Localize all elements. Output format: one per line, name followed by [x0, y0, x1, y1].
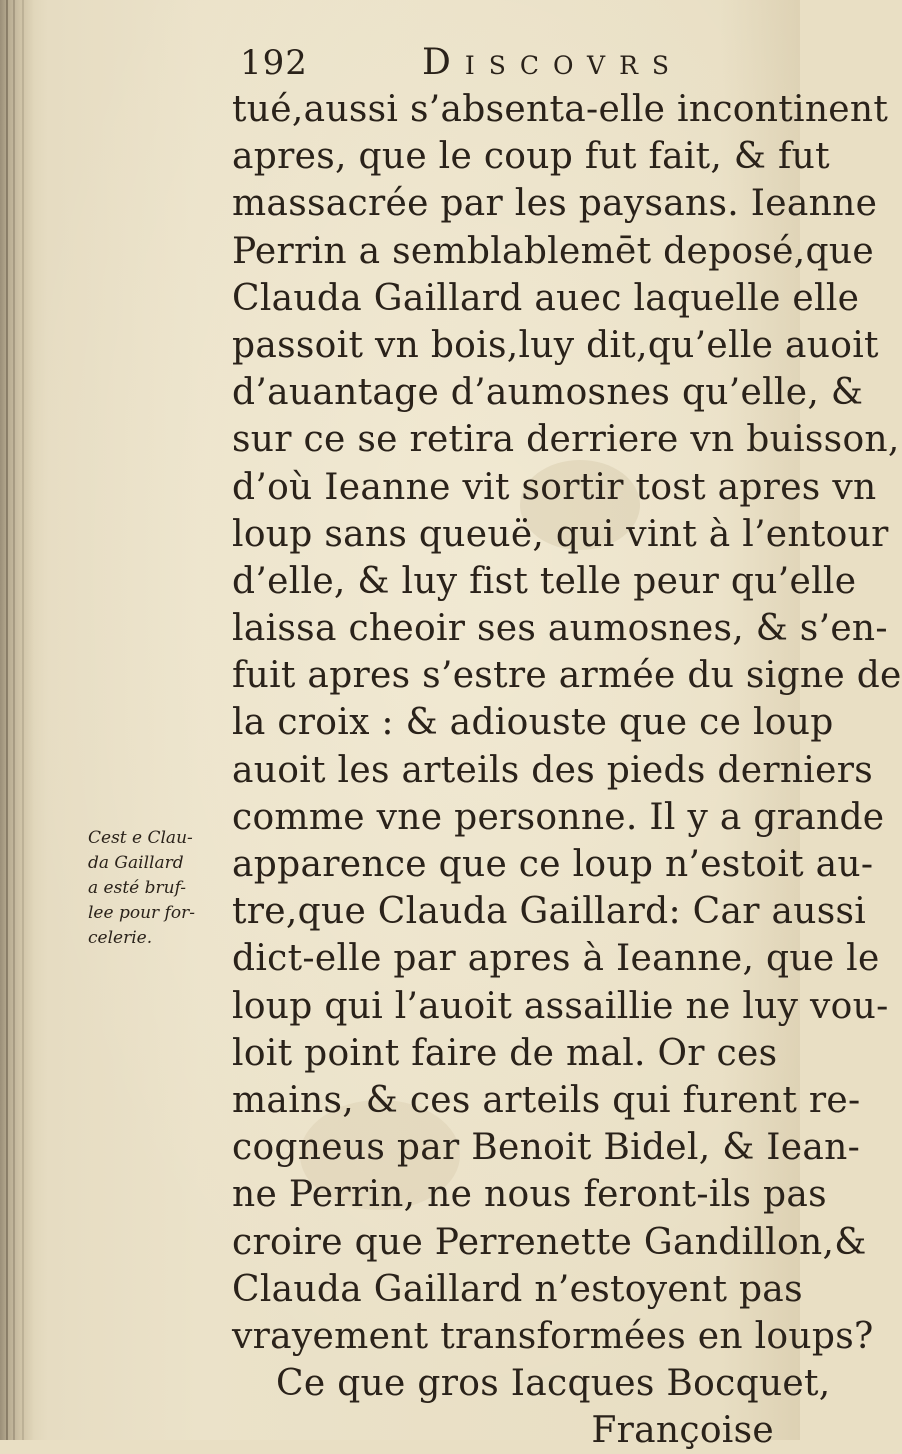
- text-line: apparence que ce loup n’estoit au-: [232, 844, 874, 885]
- text-line: loit point faire de mal. Or ces: [232, 1032, 778, 1074]
- text-line: tre,que Clauda Gaillard: Car aussi: [232, 891, 867, 933]
- text-line: Perrin a semblablemēt deposé,que: [232, 230, 874, 272]
- text-line: d’auantage d’aumosnes qu’elle, &: [232, 372, 864, 414]
- text-line: loup sans queuë, qui vint à l’entour: [232, 513, 889, 555]
- text-line: Clauda Gaillard auec laquelle elle: [232, 277, 860, 319]
- catchword: Françoise: [591, 1410, 774, 1452]
- text-line: tué,aussi s’absenta-elle incontinent: [232, 89, 889, 130]
- page-header: [240, 38, 700, 88]
- text-line: sur ce se retira derriere vn buisson,: [232, 419, 900, 461]
- text-line: passoit vn bois,luy dit,qu’elle auoit: [232, 324, 879, 366]
- text-line: loup qui l’auoit assaillie ne luy vou-: [232, 985, 889, 1027]
- text-line: Clauda Gaillard n’estoyent pas: [232, 1268, 803, 1310]
- text-line: Ce que gros Iacques Bocquet,: [276, 1363, 831, 1405]
- marginal-note-line: da Gaillard: [88, 853, 184, 873]
- text-line: d’elle, & luy fist telle peur qu’elle: [232, 560, 857, 602]
- binding-gutter: [0, 0, 34, 1440]
- marginal-note-line: celerie.: [88, 928, 153, 948]
- text-line: ne Perrin, ne nous feront-ils pas: [232, 1174, 827, 1216]
- marginal-note: [88, 826, 228, 951]
- text-line: dict-elle par apres à Ieanne, que le: [232, 938, 880, 980]
- text-line: auoit les arteils des pieds derniers: [232, 749, 874, 791]
- text-line: apres, que le coup fut fait, & fut: [232, 136, 830, 178]
- text-line: la croix : & adiouste que ce loup: [232, 702, 834, 744]
- marginal-note-line: Cest e Clau-: [88, 828, 193, 848]
- text-line: croire que Perrenette Gandillon,&: [232, 1221, 867, 1263]
- text-line: vrayement transformées en loups?: [232, 1315, 874, 1357]
- text-line: comme vne personne. Il y a grande: [232, 796, 885, 838]
- marginal-note-line: a esté bruf-: [88, 878, 187, 898]
- text-line: d’où Ieanne vit sortir tost apres vn: [232, 466, 877, 508]
- page-number: 192: [240, 43, 308, 83]
- text-line: mains, & ces arteils qui furent re-: [232, 1079, 861, 1121]
- text-line: laissa cheoir ses aumosnes, & s’en-: [232, 608, 888, 650]
- text-line: fuit apres s’estre armée du signe de: [232, 655, 902, 697]
- running-head: Discovrs: [422, 42, 684, 83]
- marginal-note-line: lee pour for-: [88, 903, 195, 923]
- body-text: [232, 86, 902, 1454]
- text-line: cogneus par Benoit Bidel, & Iean-: [232, 1127, 861, 1169]
- text-line: massacrée par les paysans. Ieanne: [232, 183, 878, 225]
